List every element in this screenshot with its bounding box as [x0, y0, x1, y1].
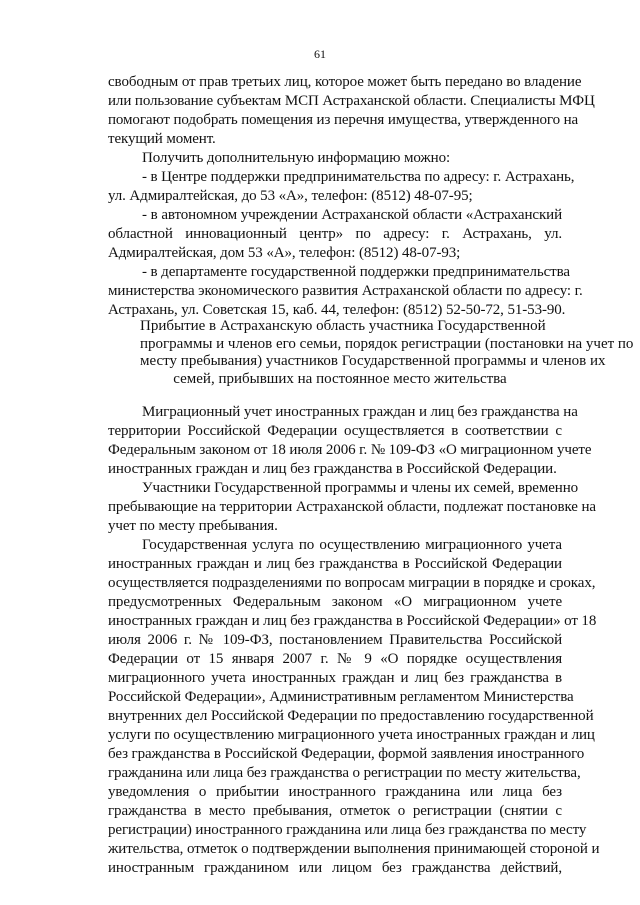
- text-line: Участники Государственной программы и члены их семей, временно: [142, 480, 579, 496]
- text-line: миграционного учета иностранных граждан и лиц без гражданства в: [108, 670, 562, 686]
- text-line: гражданина или лица без гражданства о регистрации по месту жительства,: [108, 765, 581, 781]
- intro-paragraphs: [108, 73, 595, 320]
- text-line: Государственная услуга по осуществлению миграционного учета: [142, 537, 562, 553]
- heading-line: месту пребывания) участников Государственной программы и членов их: [140, 353, 606, 369]
- text-line: помогают подобрать помещения из перечня имущества, утвержденного на: [108, 112, 579, 128]
- text-line: иностранным гражданином или лицом без гражданства действий,: [108, 860, 562, 876]
- text-line: Астрахань, ул. Советская 15, каб. 44, телефон: (8512) 52-50-72, 51-53-90.: [108, 302, 566, 318]
- text-line: ул. Адмиралтейская, до 53 «А», телефон: (8512) 48-07-95;: [108, 188, 473, 204]
- text-line: свободным от прав третьих лиц, которое может быть передано во владение: [108, 74, 582, 90]
- text-line: осуществляется подразделениями по вопросам миграции в порядке и сроках,: [108, 575, 596, 591]
- text-line: пребывающие на территории Астраханской области, подлежат постановке на: [108, 499, 596, 515]
- text-line: Федеральным законом от 18 июля 2006 г. № 109-ФЗ «О миграционном учете: [108, 442, 592, 458]
- text-line: жительства, отметок о подтверждении выполнения принимающей стороной и: [108, 841, 600, 857]
- text-line: областной инновационный центр» по адресу: г. Астрахань, ул.: [108, 226, 562, 242]
- text-line: услуги по осуществлению миграционного учета иностранных граждан и лиц: [108, 727, 595, 743]
- text-line: иностранных граждан и лиц без гражданства в Российской Федерации.: [108, 461, 557, 477]
- text-line: Адмиралтейская, дом 53 «А», телефон: (8512) 48-07-93;: [108, 245, 461, 261]
- text-line: учет по месту пребывания.: [108, 518, 278, 534]
- section-heading: [140, 318, 634, 388]
- text-line: внутренних дел Российской Федерации по предоставлению государственной: [108, 708, 594, 724]
- heading-line: Прибытие в Астраханскую область участника Государственной: [140, 318, 546, 334]
- heading-line: программы и членов его семьи, порядок регистрации (постановки на учет по: [140, 335, 634, 352]
- text-line: текущий момент.: [108, 131, 216, 147]
- page-number: 61: [314, 47, 326, 61]
- body-paragraphs: [108, 403, 600, 878]
- text-line: министерства экономического развития Астраханской области по адресу: г.: [108, 283, 583, 299]
- text-line: иностранных граждан и лиц без гражданства в Российской Федерации: [108, 556, 562, 572]
- heading-line: семей, прибывших на постоянное место жительства: [173, 370, 507, 387]
- text-line: Федерации от 15 января 2007 г. № 9 «О порядке осуществления: [108, 651, 562, 667]
- text-line: территории Российской Федерации осуществляется в соответствии с: [108, 423, 562, 439]
- text-line: уведомления о прибытии иностранного гражданина или лица без: [108, 784, 562, 800]
- text-line: Миграционный учет иностранных граждан и лиц без гражданства на: [142, 404, 578, 420]
- text-line: регистрации) иностранного гражданина или лица без гражданства по месту: [108, 822, 587, 838]
- text-line: иностранных граждан и лиц без гражданства в Российской Федерации» от 18: [108, 613, 597, 629]
- text-line: - в автономном учреждении Астраханской области «Астраханский: [142, 207, 562, 223]
- text-line: июля 2006 г. № 109-ФЗ, постановлением Правительства Российской: [108, 632, 562, 648]
- text-line: Российской Федерации», Административным регламентом Министерства: [108, 689, 574, 705]
- text-line: - в департаменте государственной поддержки предпринимательства: [142, 264, 570, 280]
- text-line: Получить дополнительную информацию можно:: [142, 150, 451, 166]
- text-line: предусмотренных Федеральным законом «О миграционном учете: [108, 594, 562, 610]
- text-line: без гражданства в Российской Федерации, формой заявления иностранного: [108, 746, 585, 762]
- text-line: или пользование субъектам МСП Астраханской области. Специалисты МФЦ: [108, 93, 595, 109]
- text-line: - в Центре поддержки предпринимательства по адресу: г. Астрахань,: [142, 169, 575, 185]
- text-line: гражданства в место пребывания, отметок о регистрации (снятии с: [108, 803, 562, 819]
